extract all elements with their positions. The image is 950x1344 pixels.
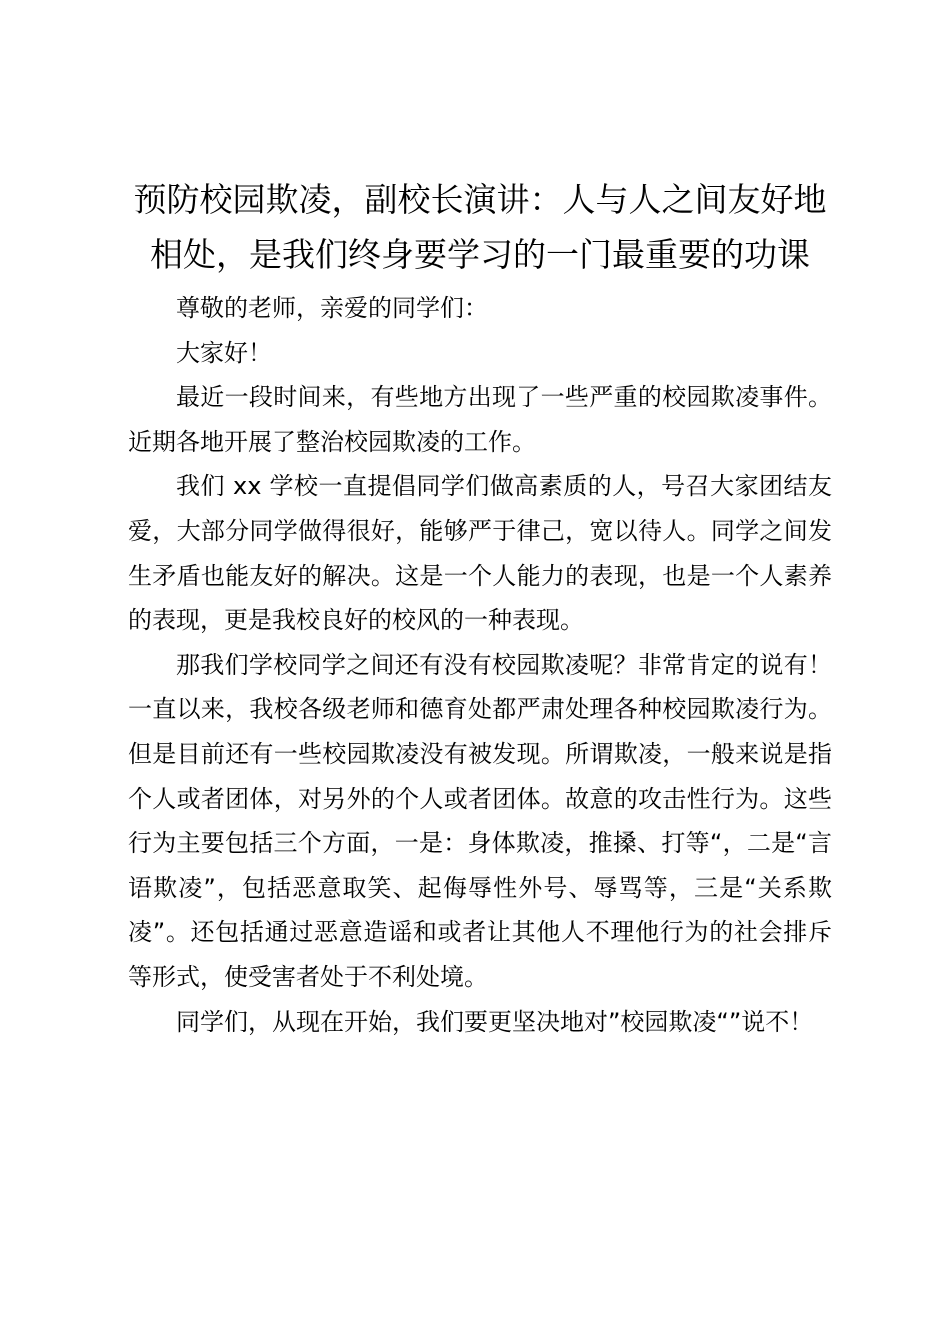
paragraph-call-to-action: 同学们，从现在开始，我们要更坚决地对”校园欺凌“”说不！	[176, 1007, 814, 1036]
document-body	[128, 286, 832, 1044]
paragraph-bullying-definition: 那我们学校同学之间还有没有校园欺凌呢？非常肯定的说有！一直以来，我校各级老师和德育处都严肃处理各种校园欺凌行为。但是目前还有一些校园欺凌没有被发现。所谓欺凌，一般来说是指个人或者团体，对另外的个人或者团体。故意的攻击性行为。这些行为主要包括三个方面，一是：身体欺凌，推搡、打等“，二是“言语欺凌”，包括恶意取笑、起侮辱性外号、辱骂等，三是“关系欺凌”。还包括通过恶意造谣和或者让其他人不理他行为的社会排斥等形式，使受害者处于不利处境。	[128, 650, 832, 991]
paragraph-salutation: 尊敬的老师，亲爱的同学们：	[176, 294, 488, 322]
document-title: 预防校园欺凌，副校长演讲：人与人之间友好地相处，是我们终身要学习的一门最重要的功课	[133, 180, 827, 274]
document-page	[128, 172, 832, 1044]
paragraph-school-values: 我们 xx 学校一直提倡同学们做高素质的人，号召大家团结友爱，大部分同学做得很好，能够严于律己，宽以待人。同学之间发生矛盾也能友好的解决。这是一个人能力的表现，也是一个人素养的表现，更是我校良好的校风的一种表现。	[128, 472, 832, 635]
paragraph-intro: 最近一段时间来，有些地方出现了一些严重的校园欺凌事件。近期各地开展了整治校园欺凌的工作。	[128, 383, 832, 456]
paragraph-greeting: 大家好！	[176, 338, 272, 367]
